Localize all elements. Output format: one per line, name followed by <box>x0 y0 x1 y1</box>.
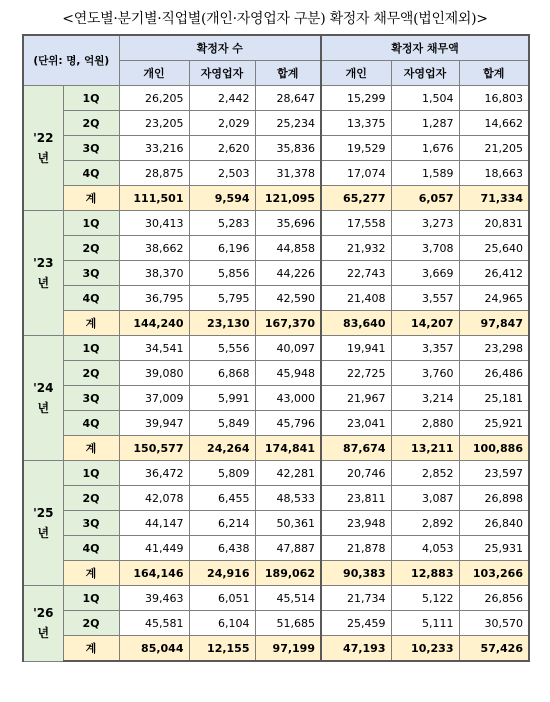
value-cell: 71,334 <box>459 186 529 211</box>
table-row <box>23 111 529 136</box>
value-cell: 16,803 <box>459 86 529 111</box>
value-cell: 121,095 <box>255 186 321 211</box>
quarter-label: 3Q <box>63 136 119 161</box>
value-cell: 57,426 <box>459 636 529 662</box>
value-cell: 4,053 <box>391 536 459 561</box>
value-cell: 23,948 <box>321 511 391 536</box>
quarter-label: 4Q <box>63 411 119 436</box>
total-row <box>23 636 529 662</box>
value-cell: 45,948 <box>255 361 321 386</box>
table-row <box>23 261 529 286</box>
value-cell: 45,796 <box>255 411 321 436</box>
value-cell: 36,472 <box>119 461 189 486</box>
value-cell: 47,887 <box>255 536 321 561</box>
value-cell: 83,640 <box>321 311 391 336</box>
value-cell: 35,696 <box>255 211 321 236</box>
value-cell: 2,852 <box>391 461 459 486</box>
value-cell: 6,051 <box>189 586 255 611</box>
year-suffix: 년 <box>37 401 50 415</box>
value-cell: 5,856 <box>189 261 255 286</box>
quarter-label: 1Q <box>63 86 119 111</box>
table-row <box>23 511 529 536</box>
col-header: 자영업자 <box>391 61 459 86</box>
value-cell: 6,057 <box>391 186 459 211</box>
value-cell: 26,486 <box>459 361 529 386</box>
quarter-label: 4Q <box>63 161 119 186</box>
value-cell: 21,932 <box>321 236 391 261</box>
quarter-label: 2Q <box>63 611 119 636</box>
value-cell: 42,078 <box>119 486 189 511</box>
value-cell: 111,501 <box>119 186 189 211</box>
value-cell: 97,847 <box>459 311 529 336</box>
header-row-groups <box>23 35 529 61</box>
table-row <box>23 611 529 636</box>
quarter-label: 4Q <box>63 286 119 311</box>
value-cell: 10,233 <box>391 636 459 662</box>
year-suffix: 년 <box>37 276 50 290</box>
value-cell: 164,146 <box>119 561 189 586</box>
quarter-label: 3Q <box>63 261 119 286</box>
quarter-label: 1Q <box>63 336 119 361</box>
value-cell: 17,074 <box>321 161 391 186</box>
value-cell: 189,062 <box>255 561 321 586</box>
value-cell: 65,277 <box>321 186 391 211</box>
year-suffix: 년 <box>37 626 50 641</box>
value-cell: 14,207 <box>391 311 459 336</box>
header-confirmed-debt: 확정자 채무액 <box>321 35 529 61</box>
year-label <box>23 211 63 336</box>
value-cell: 19,941 <box>321 336 391 361</box>
value-cell: 5,809 <box>189 461 255 486</box>
year-value: '25 <box>33 506 54 520</box>
value-cell: 37,009 <box>119 386 189 411</box>
table-row <box>23 536 529 561</box>
value-cell: 26,840 <box>459 511 529 536</box>
debt-table <box>22 34 530 662</box>
value-cell: 167,370 <box>255 311 321 336</box>
value-cell: 24,264 <box>189 436 255 461</box>
year-value: '23 <box>33 256 54 270</box>
total-row <box>23 436 529 461</box>
table-row <box>23 486 529 511</box>
value-cell: 39,463 <box>119 586 189 611</box>
year-value: '22 <box>33 131 54 145</box>
value-cell: 2,892 <box>391 511 459 536</box>
year-suffix: 년 <box>37 151 50 165</box>
value-cell: 39,080 <box>119 361 189 386</box>
table-row <box>23 286 529 311</box>
value-cell: 20,746 <box>321 461 391 486</box>
value-cell: 25,640 <box>459 236 529 261</box>
table-row <box>23 386 529 411</box>
value-cell: 44,226 <box>255 261 321 286</box>
quarter-label: 1Q <box>63 461 119 486</box>
value-cell: 3,669 <box>391 261 459 286</box>
year-suffix: 년 <box>37 526 50 540</box>
value-cell: 13,211 <box>391 436 459 461</box>
value-cell: 28,647 <box>255 86 321 111</box>
value-cell: 25,459 <box>321 611 391 636</box>
value-cell: 21,734 <box>321 586 391 611</box>
total-row <box>23 561 529 586</box>
value-cell: 42,281 <box>255 461 321 486</box>
year-label <box>23 86 63 211</box>
value-cell: 23,205 <box>119 111 189 136</box>
value-cell: 48,533 <box>255 486 321 511</box>
value-cell: 1,589 <box>391 161 459 186</box>
total-row <box>23 311 529 336</box>
value-cell: 38,370 <box>119 261 189 286</box>
value-cell: 144,240 <box>119 311 189 336</box>
value-cell: 3,214 <box>391 386 459 411</box>
value-cell: 23,130 <box>189 311 255 336</box>
value-cell: 45,514 <box>255 586 321 611</box>
quarter-label: 2Q <box>63 236 119 261</box>
value-cell: 2,442 <box>189 86 255 111</box>
col-header: 개인 <box>321 61 391 86</box>
value-cell: 15,299 <box>321 86 391 111</box>
quarter-label: 2Q <box>63 111 119 136</box>
value-cell: 19,529 <box>321 136 391 161</box>
quarter-label: 계 <box>63 186 119 211</box>
quarter-label: 3Q <box>63 386 119 411</box>
value-cell: 25,931 <box>459 536 529 561</box>
value-cell: 97,199 <box>255 636 321 662</box>
value-cell: 5,849 <box>189 411 255 436</box>
value-cell: 90,383 <box>321 561 391 586</box>
header-confirmed-count: 확정자 수 <box>119 35 321 61</box>
quarter-label: 계 <box>63 311 119 336</box>
value-cell: 21,967 <box>321 386 391 411</box>
year-label <box>23 586 63 662</box>
value-cell: 21,408 <box>321 286 391 311</box>
value-cell: 5,556 <box>189 336 255 361</box>
value-cell: 43,000 <box>255 386 321 411</box>
value-cell: 44,147 <box>119 511 189 536</box>
table-row <box>23 586 529 611</box>
value-cell: 28,875 <box>119 161 189 186</box>
col-header: 자영업자 <box>189 61 255 86</box>
value-cell: 6,104 <box>189 611 255 636</box>
table-row <box>23 336 529 361</box>
year-value: '26 <box>33 606 54 621</box>
value-cell: 12,155 <box>189 636 255 662</box>
year-label <box>23 461 63 586</box>
year-label <box>23 336 63 461</box>
table-body <box>23 35 529 661</box>
value-cell: 1,504 <box>391 86 459 111</box>
value-cell: 6,438 <box>189 536 255 561</box>
value-cell: 9,594 <box>189 186 255 211</box>
value-cell: 21,205 <box>459 136 529 161</box>
value-cell: 87,674 <box>321 436 391 461</box>
value-cell: 1,287 <box>391 111 459 136</box>
table-row <box>23 461 529 486</box>
value-cell: 103,266 <box>459 561 529 586</box>
value-cell: 2,029 <box>189 111 255 136</box>
value-cell: 3,760 <box>391 361 459 386</box>
value-cell: 5,795 <box>189 286 255 311</box>
col-header: 개인 <box>119 61 189 86</box>
value-cell: 34,541 <box>119 336 189 361</box>
value-cell: 3,087 <box>391 486 459 511</box>
value-cell: 45,581 <box>119 611 189 636</box>
value-cell: 51,685 <box>255 611 321 636</box>
value-cell: 3,357 <box>391 336 459 361</box>
value-cell: 23,597 <box>459 461 529 486</box>
table-row <box>23 86 529 111</box>
value-cell: 30,570 <box>459 611 529 636</box>
value-cell: 12,883 <box>391 561 459 586</box>
year-value: '24 <box>33 381 54 395</box>
value-cell: 22,743 <box>321 261 391 286</box>
value-cell: 5,122 <box>391 586 459 611</box>
value-cell: 18,663 <box>459 161 529 186</box>
value-cell: 21,878 <box>321 536 391 561</box>
value-cell: 35,836 <box>255 136 321 161</box>
value-cell: 25,921 <box>459 411 529 436</box>
value-cell: 3,557 <box>391 286 459 311</box>
value-cell: 50,361 <box>255 511 321 536</box>
value-cell: 31,378 <box>255 161 321 186</box>
col-header: 합계 <box>459 61 529 86</box>
value-cell: 25,181 <box>459 386 529 411</box>
value-cell: 26,856 <box>459 586 529 611</box>
table-row <box>23 211 529 236</box>
value-cell: 41,449 <box>119 536 189 561</box>
value-cell: 25,234 <box>255 111 321 136</box>
table-row <box>23 411 529 436</box>
value-cell: 174,841 <box>255 436 321 461</box>
value-cell: 5,111 <box>391 611 459 636</box>
value-cell: 17,558 <box>321 211 391 236</box>
value-cell: 5,991 <box>189 386 255 411</box>
value-cell: 6,196 <box>189 236 255 261</box>
value-cell: 23,811 <box>321 486 391 511</box>
quarter-label: 1Q <box>63 586 119 611</box>
value-cell: 30,413 <box>119 211 189 236</box>
value-cell: 40,097 <box>255 336 321 361</box>
col-header: 합계 <box>255 61 321 86</box>
value-cell: 23,041 <box>321 411 391 436</box>
value-cell: 38,662 <box>119 236 189 261</box>
value-cell: 14,662 <box>459 111 529 136</box>
value-cell: 2,620 <box>189 136 255 161</box>
total-row <box>23 186 529 211</box>
table-row <box>23 161 529 186</box>
value-cell: 42,590 <box>255 286 321 311</box>
value-cell: 36,795 <box>119 286 189 311</box>
value-cell: 5,283 <box>189 211 255 236</box>
value-cell: 3,273 <box>391 211 459 236</box>
value-cell: 24,916 <box>189 561 255 586</box>
value-cell: 6,214 <box>189 511 255 536</box>
table-row <box>23 236 529 261</box>
quarter-label: 4Q <box>63 536 119 561</box>
value-cell: 1,676 <box>391 136 459 161</box>
quarter-label: 2Q <box>63 361 119 386</box>
value-cell: 6,455 <box>189 486 255 511</box>
value-cell: 20,831 <box>459 211 529 236</box>
table-title: <연도별·분기별·직업별(개인·자영업자 구분) 확정자 채무액(법인제외)> <box>62 11 488 27</box>
value-cell: 85,044 <box>119 636 189 662</box>
value-cell: 23,298 <box>459 336 529 361</box>
value-cell: 150,577 <box>119 436 189 461</box>
value-cell: 6,868 <box>189 361 255 386</box>
value-cell: 26,412 <box>459 261 529 286</box>
value-cell: 24,965 <box>459 286 529 311</box>
value-cell: 44,858 <box>255 236 321 261</box>
quarter-label: 3Q <box>63 511 119 536</box>
value-cell: 26,205 <box>119 86 189 111</box>
value-cell: 100,886 <box>459 436 529 461</box>
table-row <box>23 136 529 161</box>
quarter-label: 1Q <box>63 211 119 236</box>
value-cell: 33,216 <box>119 136 189 161</box>
quarter-label: 2Q <box>63 486 119 511</box>
value-cell: 26,898 <box>459 486 529 511</box>
value-cell: 3,708 <box>391 236 459 261</box>
value-cell: 2,503 <box>189 161 255 186</box>
table-row <box>23 361 529 386</box>
quarter-label: 계 <box>63 636 119 662</box>
quarter-label: 계 <box>63 561 119 586</box>
value-cell: 13,375 <box>321 111 391 136</box>
quarter-label: 계 <box>63 436 119 461</box>
value-cell: 22,725 <box>321 361 391 386</box>
value-cell: 47,193 <box>321 636 391 662</box>
unit-label: (단위: 명, 억원) <box>23 35 119 86</box>
value-cell: 2,880 <box>391 411 459 436</box>
value-cell: 39,947 <box>119 411 189 436</box>
